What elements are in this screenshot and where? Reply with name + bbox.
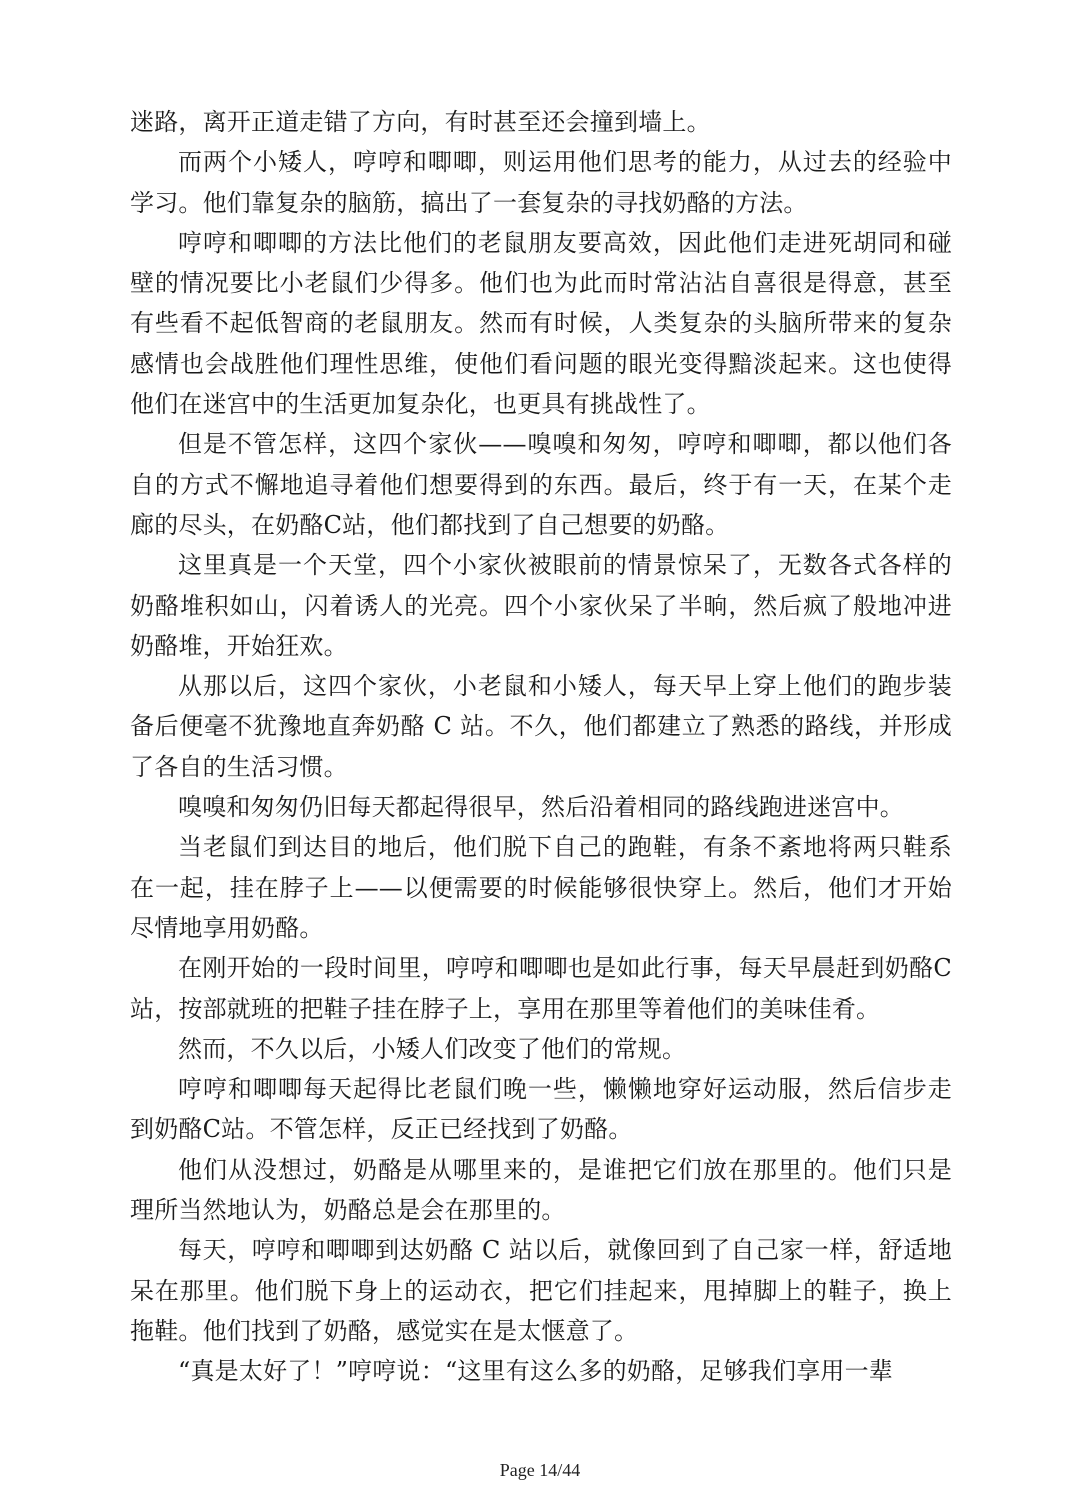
paragraph-4: 但是不管怎样，这四个家伙——嗅嗅和匆匆，哼哼和唧唧，都以他们各自的方式不懈地追寻着他们想要得到的东西。最后，终于有一天，在某个走廊的尽头，在奶酪C站，他们都找到了自己想要的奶酪。 — [130, 430, 952, 539]
paragraph-7: 嗅嗅和匆匆仍旧每天都起得很早，然后沿着相同的路线跑进迷宫中。 — [178, 793, 904, 822]
paragraph-13: 每天，哼哼和唧唧到达奶酪 C 站以后，就像回到了自己家一样，舒适地呆在那里。他们脱下身上的运动衣，把它们挂起来，甩掉脚上的鞋子，换上拖鞋。他们找到了奶酪，感觉实在是太惬意了。 — [130, 1236, 952, 1345]
paragraph-5: 这里真是一个天堂，四个小家伙被眼前的情景惊呆了，无数各式各样的奶酪堆积如山，闪着诱人的光亮。四个小家伙呆了半晌，然后疯了般地冲进奶酪堆，开始狂欢。 — [130, 551, 952, 660]
paragraph-12: 他们从没想过，奶酪是从哪里来的，是谁把它们放在那里的。他们只是理所当然地认为，奶酪总是会在那里的。 — [130, 1155, 952, 1225]
paragraph-3: 哼哼和唧唧的方法比他们的老鼠朋友要高效，因此他们走进死胡同和碰壁的情况要比小老鼠们少得多。他们也为此而时常沾沾自喜很是得意，甚至有些看不起低智商的老鼠朋友。然而有时候，人类复杂的头脑所带来的复杂感情也会战胜他们理性思维，使他们看问题的眼光变得黯淡起来。这也使得他们在迷宫中的生活更加复杂化，也更具有挑战性了。 — [130, 228, 952, 419]
paragraph-1: 迷路，离开正道走错了方向，有时甚至还会撞到墙上。 — [130, 108, 711, 136]
page-number: Page 14/44 — [499, 1460, 581, 1480]
paragraph-6: 从那以后，这四个家伙，小老鼠和小矮人，每天早上穿上他们的跑步装备后便毫不犹豫地直奔奶酪 C 站。不久，他们都建立了熟悉的路线，并形成了各自的生活习惯。 — [130, 672, 952, 781]
document-body — [130, 102, 952, 1392]
paragraph-9: 在刚开始的一段时间里，哼哼和唧唧也是如此行事，每天早晨赶到奶酪C站，按部就班的把鞋子挂在脖子上，享用在那里等着他们的美味佳肴。 — [130, 954, 952, 1023]
paragraph-11: 哼哼和唧唧每天起得比老鼠们晚一些，懒懒地穿好运动服，然后信步走到奶酪C站。不管怎样，反正已经找到了奶酪。 — [130, 1075, 952, 1144]
paragraph-8: 当老鼠们到达目的地后，他们脱下自己的跑鞋，有条不紊地将两只鞋系在一起，挂在脖子上——以便需要的时候能够很快穿上。然后，他们才开始尽情地享用奶酪。 — [130, 833, 952, 942]
paragraph-14: “真是太好了！”哼哼说：“这里有这么多的奶酪，足够我们享用一辈 — [178, 1357, 894, 1386]
paragraph-10: 然而，不久以后，小矮人们改变了他们的常规。 — [178, 1034, 687, 1063]
paragraph-2: 而两个小矮人，哼哼和唧唧，则运用他们思考的能力，从过去的经验中学习。他们靠复杂的脑筋，搞出了一套复杂的寻找奶酪的方法。 — [130, 148, 952, 217]
